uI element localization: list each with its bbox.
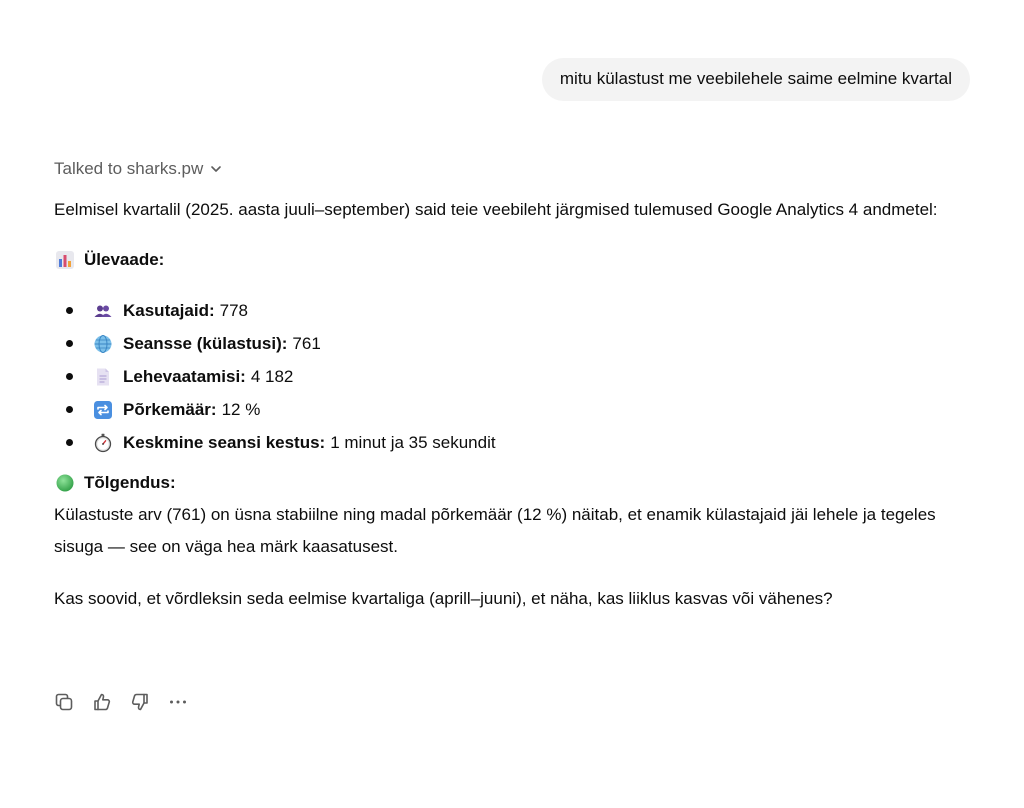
stat-value: 4 182 bbox=[250, 367, 294, 386]
overview-title: Ülevaade: bbox=[84, 250, 165, 269]
stat-label: Seansse (külastusi): bbox=[123, 334, 288, 353]
followup-question: Kas soovid, et võrdleksin seda eelmise kvartaliga (aprill–juuni), et näha, kas liiklus kasvas või vähenes? bbox=[54, 589, 833, 608]
green-circle-emoji bbox=[54, 472, 76, 494]
users-emoji bbox=[93, 301, 113, 321]
bullet bbox=[66, 373, 73, 380]
assistant-message bbox=[54, 156, 974, 615]
stats-list bbox=[54, 294, 974, 459]
user-message-row bbox=[542, 58, 970, 101]
stat-value: 761 bbox=[292, 334, 321, 353]
message-actions bbox=[54, 690, 188, 714]
stat-value: 12 % bbox=[221, 400, 261, 419]
more-icon bbox=[168, 692, 188, 712]
list-item bbox=[54, 426, 974, 459]
copy-button[interactable] bbox=[54, 690, 74, 714]
thumbs-up-icon bbox=[92, 692, 112, 712]
thumbs-up-button[interactable] bbox=[92, 690, 112, 714]
user-message-bubble: mitu külastust me veebilehele saime eelmine kvartal bbox=[542, 58, 970, 101]
interpretation-title: Tõlgendus: bbox=[84, 473, 176, 492]
list-item bbox=[54, 360, 974, 393]
page-emoji bbox=[93, 367, 113, 387]
repeat-emoji bbox=[93, 400, 113, 420]
bullet bbox=[66, 307, 73, 314]
stat-label: Kasutajaid: bbox=[123, 301, 215, 320]
copy-icon bbox=[54, 692, 74, 712]
list-item bbox=[54, 393, 974, 426]
stat-label: Keskmine seansi kestus: bbox=[123, 433, 326, 452]
bar-chart-emoji bbox=[54, 249, 76, 271]
tool-call-label: Talked to sharks.pw bbox=[54, 159, 204, 178]
interpretation-text: Külastuste arv (761) on üsna stabiilne ning madal põrkemäär (12 %) näitab, et enamik külastajaid jäi lehele ja tegeles sisuga — see on väga hea märk kaasatusest. bbox=[54, 505, 936, 556]
thumbs-down-icon bbox=[130, 692, 150, 712]
chevron-down-icon bbox=[209, 162, 223, 176]
list-item bbox=[54, 327, 974, 360]
list-item bbox=[54, 294, 974, 327]
stat-label: Põrkemäär: bbox=[123, 400, 217, 419]
bullet bbox=[66, 340, 73, 347]
bullet bbox=[66, 439, 73, 446]
stat-value: 1 minut ja 35 sekundit bbox=[330, 433, 496, 452]
stat-label: Lehevaatamisi: bbox=[123, 367, 246, 386]
intro-text: Eelmisel kvartalil (2025. aasta juuli–september) said teie veebileht järgmised tulemused Google Analytics 4 andmetel: bbox=[54, 200, 938, 219]
interpretation-heading bbox=[54, 471, 974, 495]
more-button[interactable] bbox=[168, 690, 188, 714]
tool-call-toggle[interactable] bbox=[54, 156, 223, 182]
stopwatch-emoji bbox=[93, 433, 113, 453]
globe-emoji bbox=[93, 334, 113, 354]
thumbs-down-button[interactable] bbox=[130, 690, 150, 714]
stat-value: 778 bbox=[219, 301, 249, 320]
overview-heading bbox=[54, 248, 974, 272]
bullet bbox=[66, 406, 73, 413]
